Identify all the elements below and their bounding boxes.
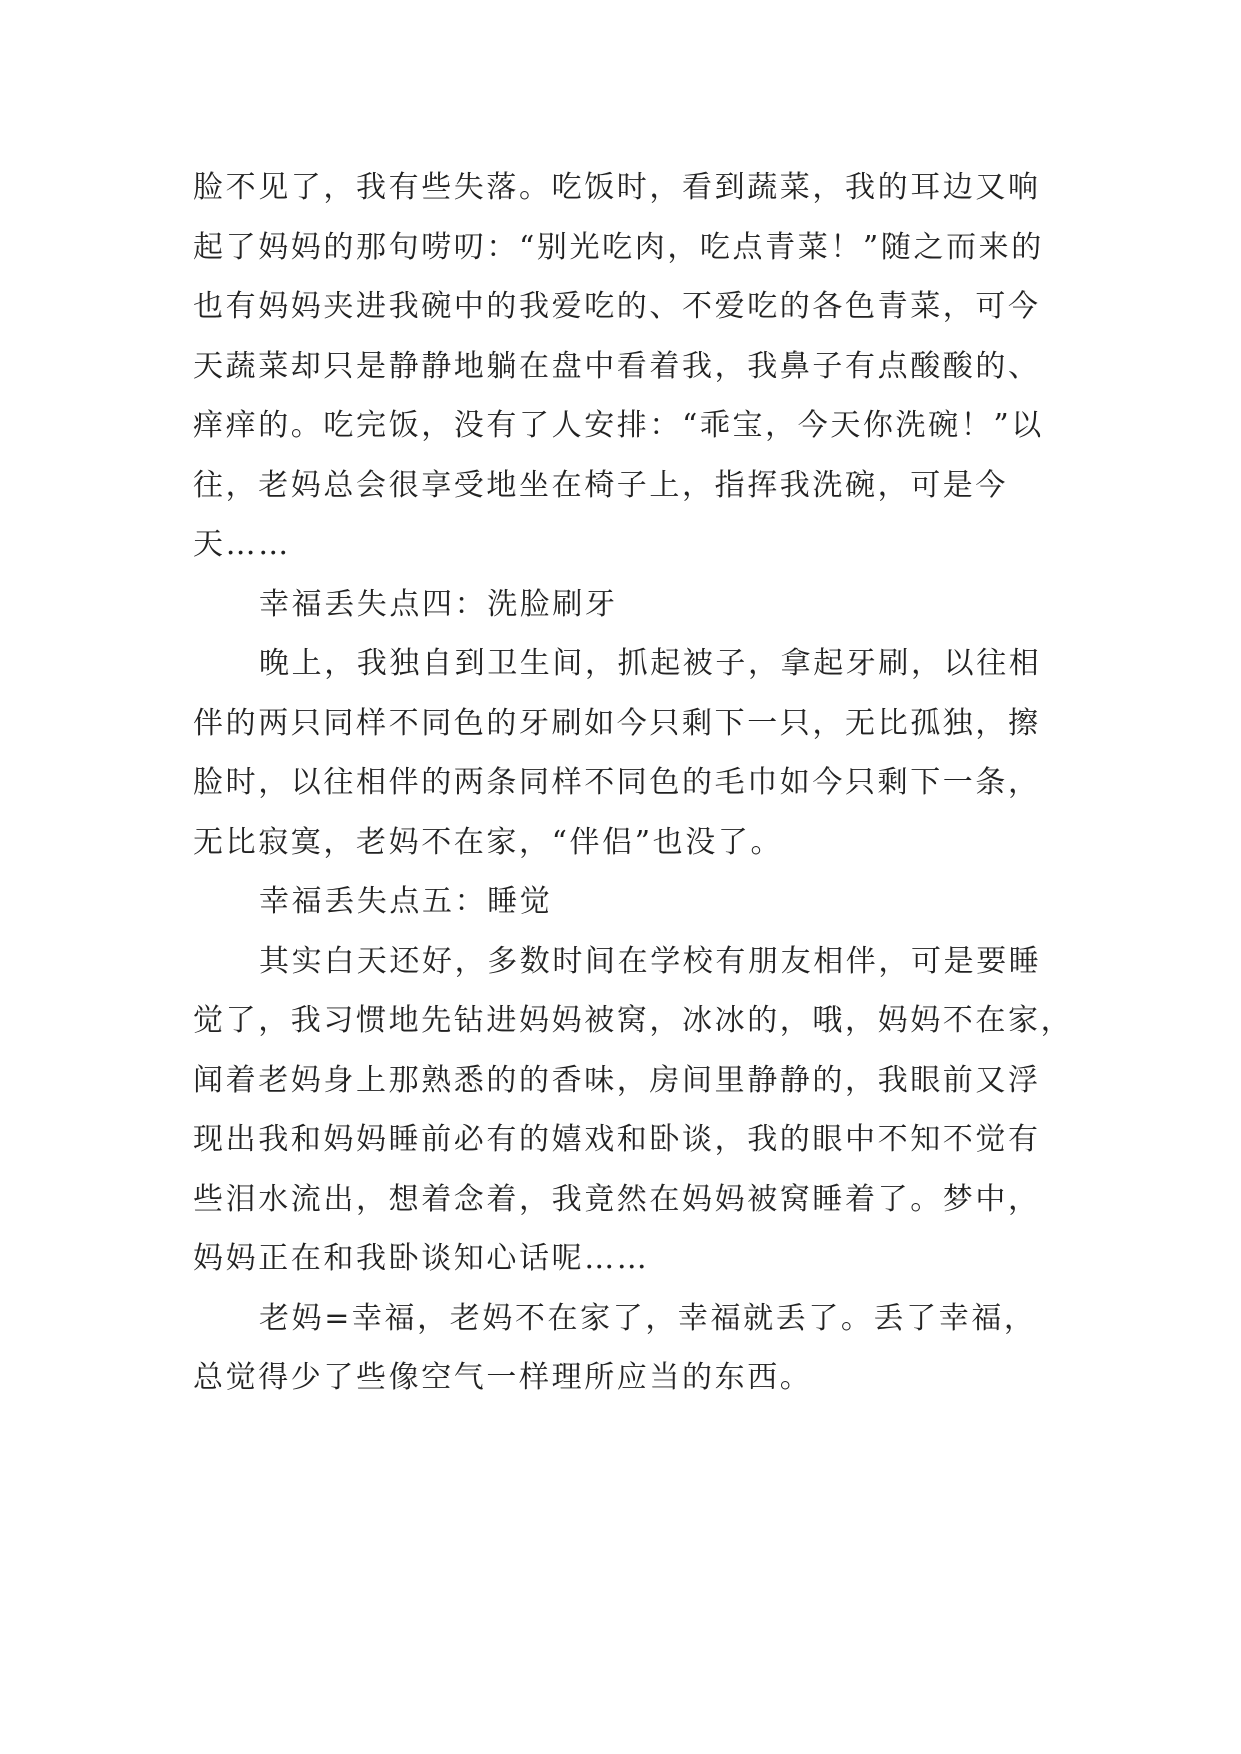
text-line: 也有妈妈夹进我碗中的我爱吃的、不爱吃的各色青菜，可今: [193, 289, 1041, 324]
text-line: 脸时，以往相伴的两条同样不同色的毛巾如今只剩下一条，: [193, 765, 1041, 800]
section-heading: 幸福丢失点五：睡觉: [259, 884, 553, 919]
text-line: 妈妈正在和我卧谈知心话呢……: [193, 1241, 650, 1276]
essay-text: [193, 158, 1073, 1408]
text-line: 无比寂寞，老妈不在家，“伴侣”也没了。: [193, 824, 784, 860]
text-line: 些泪水流出，想着念着，我竟然在妈妈被窝睡着了。梦中，: [193, 1181, 1041, 1217]
paragraph-start: 晚上，我独自到卫生间，抓起被子，拿起牙刷，以往相: [259, 646, 1042, 681]
section-heading: 幸福丢失点四：洗脸刷牙: [259, 586, 618, 622]
text-line: 天……: [193, 527, 291, 562]
text-line: 觉了，我习惯地先钻进妈妈被窝，冰冰的，哦，妈妈不在家，: [193, 1003, 1074, 1038]
paragraph-start: 老妈=幸福，老妈不在家了，幸福就丢了。丢了幸福，: [259, 1300, 1037, 1336]
paragraph-start: 其实白天还好，多数时间在学校有朋友相伴，可是要睡: [259, 943, 1042, 979]
text-line: 往，老妈总会很享受地坐在椅子上，指挥我洗碗，可是今: [193, 467, 1008, 503]
text-line: 痒痒的。吃完饭，没有了人安排：“乖宝，今天你洗碗！”以: [193, 408, 1044, 443]
text-line: 脸不见了，我有些失落。吃饭时，看到蔬菜，我的耳边又响: [193, 170, 1041, 205]
text-line: 天蔬菜却只是静静地躺在盘中看着我，我鼻子有点酸酸的、: [193, 348, 1041, 384]
text-line: 闻着老妈身上那熟悉的的香味，房间里静静的，我眼前又浮: [193, 1062, 1041, 1098]
text-line: 起了妈妈的那句唠叨：“别光吃肉，吃点青菜！”随之而来的: [193, 229, 1044, 265]
text-line: 现出我和妈妈睡前必有的嬉戏和卧谈，我的眼中不知不觉有: [193, 1122, 1041, 1157]
text-line: 总觉得少了些像空气一样理所应当的东西。: [193, 1360, 813, 1395]
text-line: 伴的两只同样不同色的牙刷如今只剩下一只，无比孤独，擦: [193, 705, 1041, 741]
